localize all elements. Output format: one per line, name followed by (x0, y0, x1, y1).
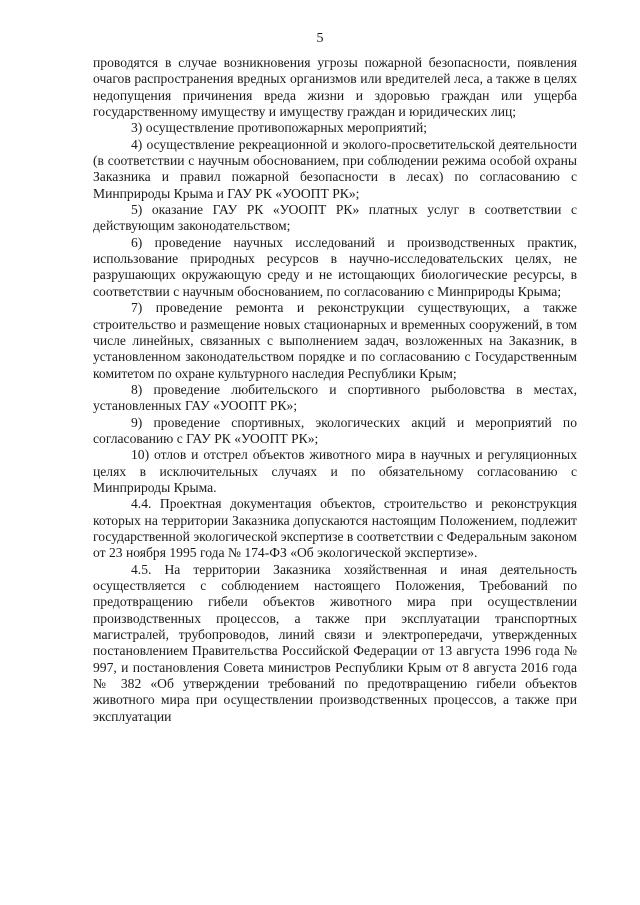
list-item-7: 7) проведение ремонта и реконструкции существующих, а также строительство и размещение новых стационарных и временных сооружений, в том числе линейных, связанных с выполнением задач, возложенных на Заказник, в установленном законодательством порядке и по согласованию с Государственным комитетом по охране культурного наследия Республики Крым; (93, 300, 577, 381)
list-item-3: 3) осуществление противопожарных мероприятий; (131, 120, 428, 136)
document-body (93, 55, 577, 725)
list-item-5: 5) оказание ГАУ РК «УООПТ РК» платных услуг в соответствии с действующим законодательством; (93, 202, 577, 234)
list-item-9: 9) проведение спортивных, экологических акций и мероприятий по согласованию с ГАУ РК «УООПТ РК»; (93, 414, 577, 446)
list-item-4: 4) осуществление рекреационной и эколого-просветительской деятельности (в соответствии с научным обоснованием, при соблюдении режима особой охраны Заказника и правил пожарной безопасности в лесах) по согласованию с Минприроды Крыма и ГАУ РК «УООПТ РК»; (93, 136, 577, 201)
list-item-6: 6) проведение научных исследований и производственных практик, использование природных ресурсов в научно-исследовательских целях, не разрушающих окружающую среду и не истощающих биологические ресурсы, в соответствии с научным обоснованием, по согласованию с Минприроды Крыма; (93, 234, 577, 299)
paragraph-continuation: проводятся в случае возникновения угрозы пожарной безопасности, появления очагов распространения вредных организмов или вредителей леса, а также в целях недопущения причинения вреда жизни и здоровью граждан или ущерба государственному имуществу и имуществу граждан и юридических лиц; (93, 55, 577, 120)
page-number: 5 (316, 31, 324, 46)
list-item-10: 10) отлов и отстрел объектов животного мира в научных и регуляционных целях в исключительных случаях и по обязательному согласованию с Минприроды Крыма. (93, 447, 577, 495)
section-4-5: 4.5. На территории Заказника хозяйственная и иная деятельность осуществляется с соблюдением настоящего Положения, Требований по предотвращению гибели объектов животного мира при осуществлении производственных процессов, а также при эксплуатации транспортных магистралей, трубопроводов, линий связи и электропередачи, утвержденных постановлением Правительства Российской Федерации от 13 августа 1996 года № 997, и постановления Совета министров Республики Крым от 8 августа 2016 года № 382 «Об утверждении требований по предотвращению гибели объектов животного мира при осуществлении производственных процессов, а также при эксплуатации (93, 561, 577, 724)
section-4-4: 4.4. Проектная документация объектов, строительство и реконструкция которых на территории Заказника допускаются настоящим Положением, подлежит государственной экологической экспертизе в соответствии с Федеральным законом от 23 ноября 1995 года № 174-ФЗ «Об экологической экспертизе». (93, 496, 577, 561)
list-item-8: 8) проведение любительского и спортивного рыболовства в местах, установленных ГАУ «УООПТ РК»; (93, 381, 577, 414)
